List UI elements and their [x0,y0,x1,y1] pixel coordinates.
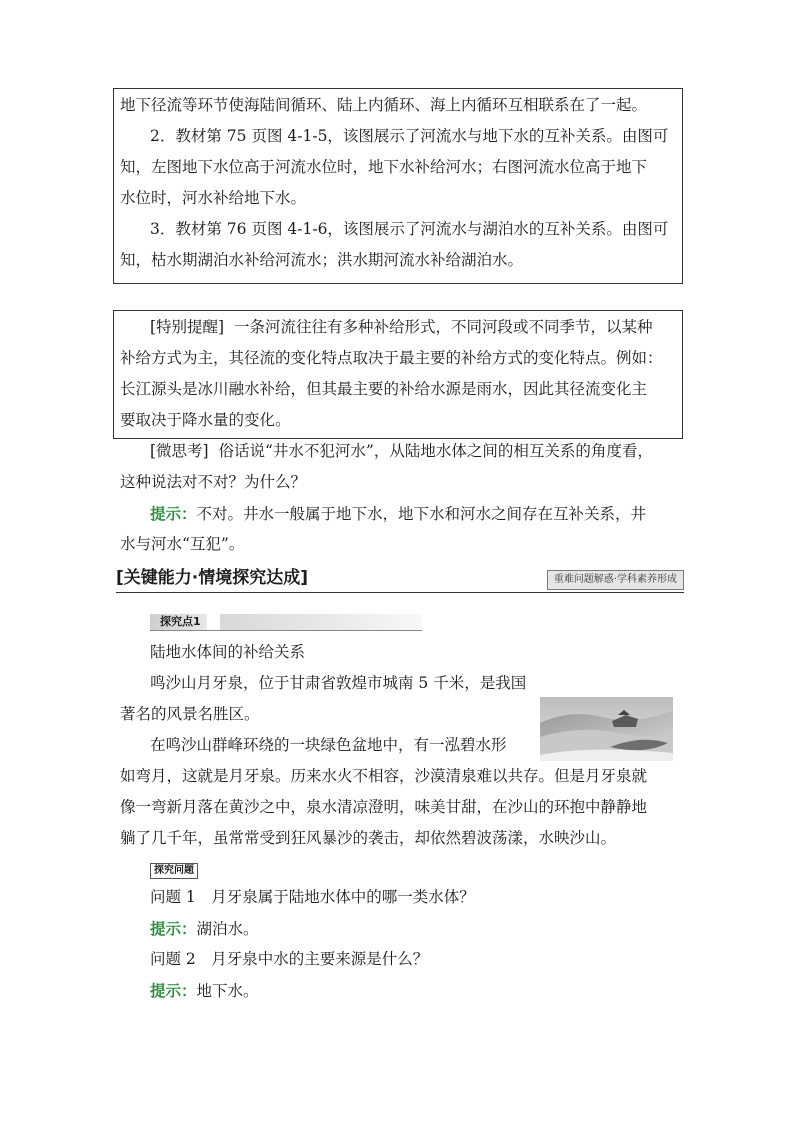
think-hint-text-1: 不对。井水一般属于地下水，地下水和河水之间存在互补关系，井 [196,505,647,523]
question-1: 问题 1 月牙泉属于陆地水体中的哪一类水体？ [150,888,475,906]
box-item-2-line-3: 水位时，河水补给地下水。 [120,189,307,207]
reminder-line-3: 长江源头是冰川融水补给，但其最主要的补给水源是雨水，因此其径流变化主 [120,380,648,398]
landscape-photo-icon [540,697,673,761]
box-item-3-line-1: 3．教材第 76 页图 4-1-6，该图展示了河流水与湖泊水的互补关系。由图可 [150,220,669,238]
answer-2-text: 地下水。 [196,982,259,1000]
answer-1 [150,913,259,945]
think-hint-label: 提示： [150,504,197,523]
section-tag: 重难问题解惑·学科素养形成 [547,570,684,590]
answer-1-text: 湖泊水。 [196,920,259,938]
answer-2 [150,975,259,1007]
reminder-line-4: 要取决于降水量的变化。 [120,411,291,429]
think-label: [微思考] [150,442,209,460]
box-item-2-line-2: 知，左图地下水位高于河流水位时，地下水补给河水；右图河流水位高于地下 [120,158,648,176]
explore-p2-line-3: 像一弯新月落在黄沙之中，泉水清凉澄明，味美甘甜，在沙山的环抱中静静地 [120,798,648,816]
box-line-1: 地下径流等环节使海陆间循环、陆上内循环、海上内循环互相联系在了一起。 [120,96,648,114]
answer-2-label: 提示： [150,981,197,1000]
box-item-3-line-2: 知，枯水期湖泊水补给河流水；洪水期河流水补给湖泊水。 [120,251,524,269]
explore-p2-line-1: 在鸣沙山群峰环绕的一块绿色盆地中，有一泓碧水形 [150,736,507,754]
reminder-line-2: 补给方式为主，其径流的变化特点取决于最主要的补给方式的变化特点。例如： [120,349,663,367]
answer-1-label: 提示： [150,919,197,938]
reminder-text-1: 一条河流往往有多种补给形式，不同河段或不同季节，以某种 [233,318,653,336]
explore-p2-line-4: 躺了几千年，虽常常受到狂风暴沙的袭击，却依然碧波荡漾，水映沙山。 [120,829,617,847]
reminder-label: [特别提醒] [150,318,225,336]
box-item-2-line-1: 2．教材第 75 页图 4-1-5，该图展示了河流水与地下水的互补关系。由图可 [150,127,669,145]
explore-p1-line-1: 鸣沙山月牙泉，位于甘肃省敦煌市城南 5 千米，是我国 [150,674,527,692]
explore-tab-label: 探究点1 [150,614,207,630]
explore-p2-line-2: 如弯月，这就是月牙泉。历来水火不相容，沙漠清泉难以共存。但是月牙泉就 [120,767,648,785]
explore-point-tab [150,614,422,631]
crescent-spring-photo [540,697,673,761]
think-text-1: 俗话说“井水不犯河水”，从陆地水体之间的相互关系的角度看， [218,442,653,460]
question-2: 问题 2 月牙泉中水的主要来源是什么？ [150,950,429,968]
section-title: [关键能力·情境探究达成] [116,568,308,588]
section-heading [116,566,684,593]
explore-tab-shade [220,614,422,630]
explore-p1-line-2: 著名的风景名胜区。 [120,705,260,723]
think-hint-line-2: 水与河水“互犯”。 [120,535,245,553]
explore-questions-tag: 探究问题 [150,863,198,879]
explore-topic: 陆地水体间的补给关系 [150,643,306,661]
think-line-1 [150,436,653,467]
think-line-2: 这种说法对不对？为什么？ [120,473,307,491]
reminder-line-1 [150,312,652,343]
think-hint-line-1 [150,498,646,530]
